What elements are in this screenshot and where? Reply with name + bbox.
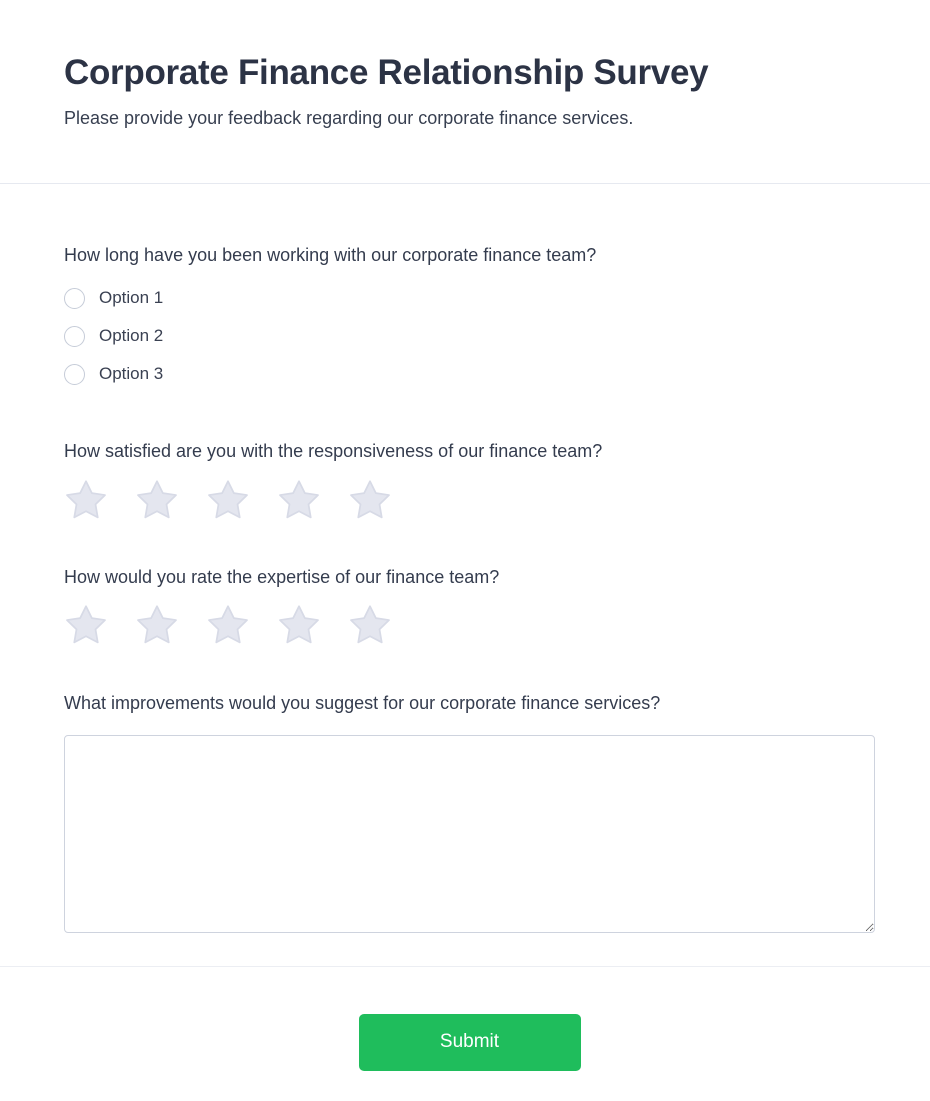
- radio-option-3[interactable]: [64, 363, 875, 385]
- radio-button-icon[interactable]: [64, 364, 85, 385]
- star-icon[interactable]: [135, 604, 179, 646]
- radio-option-label: Option 2: [99, 326, 164, 346]
- star-icon[interactable]: [277, 479, 321, 521]
- star-rating-responsiveness: [64, 479, 875, 521]
- question-label: What improvements would you suggest for our corporate finance services?: [64, 693, 661, 714]
- form-footer: [0, 975, 930, 1101]
- radio-option-2[interactable]: [64, 325, 875, 347]
- form-body: [0, 192, 930, 933]
- improvements-textarea[interactable]: [64, 735, 875, 933]
- question-expertise: [64, 567, 875, 647]
- star-icon[interactable]: [277, 604, 321, 646]
- star-icon[interactable]: [206, 479, 250, 521]
- footer-divider: [0, 966, 930, 967]
- radio-option-1[interactable]: [64, 287, 875, 309]
- form-subtitle: Please provide your feedback regarding our corporate finance services.: [64, 108, 634, 129]
- radio-option-label: Option 1: [99, 288, 164, 308]
- star-icon[interactable]: [64, 604, 108, 646]
- star-icon[interactable]: [348, 479, 392, 521]
- question-responsiveness: [64, 441, 875, 521]
- question-improvements: [64, 693, 875, 933]
- form-header: [0, 0, 930, 131]
- radio-group: [64, 287, 875, 385]
- radio-button-icon[interactable]: [64, 326, 85, 347]
- star-icon[interactable]: [348, 604, 392, 646]
- star-icon[interactable]: [64, 479, 108, 521]
- header-divider: [0, 183, 930, 184]
- star-icon[interactable]: [135, 479, 179, 521]
- form-title: Corporate Finance Relationship Survey: [64, 53, 709, 92]
- radio-button-icon[interactable]: [64, 288, 85, 309]
- submit-button[interactable]: Submit: [359, 1014, 581, 1071]
- question-label: How would you rate the expertise of our finance team?: [64, 566, 500, 587]
- question-label: How satisfied are you with the responsiveness of our finance team?: [64, 441, 603, 462]
- star-icon[interactable]: [206, 604, 250, 646]
- star-rating-expertise: [64, 604, 875, 646]
- question-label: How long have you been working with our corporate finance team?: [64, 244, 597, 265]
- question-tenure: [64, 245, 875, 386]
- radio-option-label: Option 3: [99, 364, 164, 384]
